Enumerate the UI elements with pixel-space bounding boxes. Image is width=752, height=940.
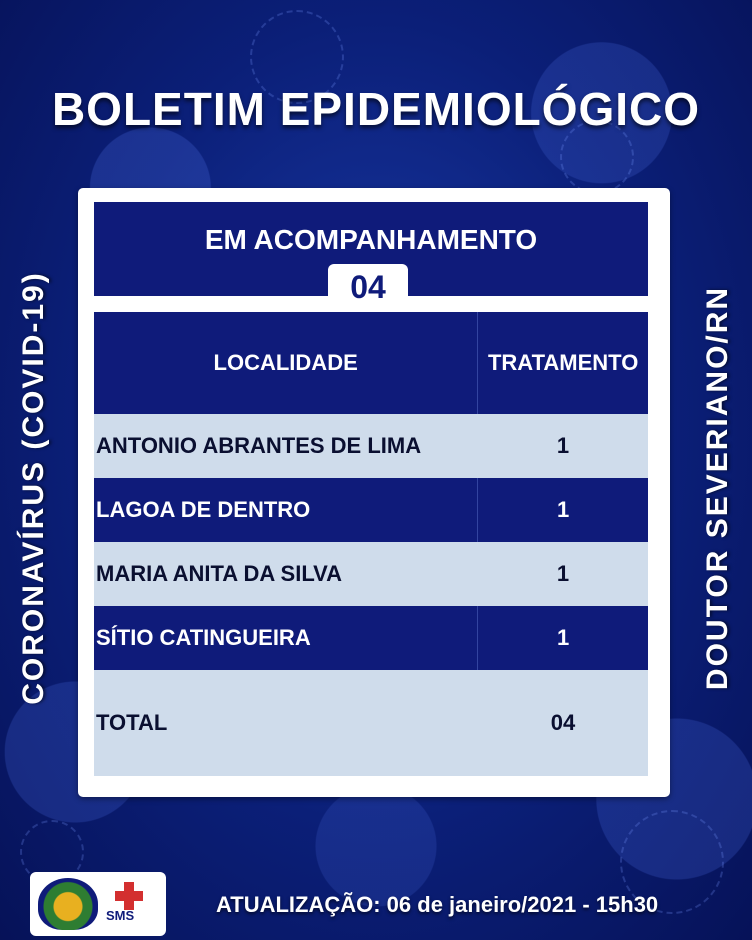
table-row bbox=[94, 414, 648, 478]
locality-table bbox=[94, 312, 648, 776]
status-label: EM ACOMPANHAMENTO bbox=[204, 224, 538, 255]
row-locality: MARIA ANITA DA SILVA bbox=[96, 561, 343, 586]
page-title: BOLETIM EPIDEMIOLÓGICO bbox=[51, 83, 701, 135]
bulletin-card bbox=[78, 188, 670, 797]
logos-panel bbox=[30, 872, 166, 936]
row-value: 1 bbox=[556, 561, 570, 586]
table-row bbox=[94, 542, 648, 606]
table-row bbox=[94, 606, 648, 670]
row-value: 1 bbox=[477, 478, 648, 542]
table-total-row bbox=[94, 670, 648, 776]
city-crest-logo bbox=[38, 878, 98, 930]
column-header-localidade: LOCALIDADE bbox=[213, 350, 358, 375]
update-timestamp: ATUALIZAÇÃO: 06 de janeiro/2021 - 15h30 bbox=[216, 892, 659, 917]
side-label-left: CORONAVÍRUS (COVID-19) bbox=[17, 271, 50, 705]
row-locality: ANTONIO ABRANTES DE LIMA bbox=[96, 433, 422, 458]
sms-logo-text: SMS bbox=[106, 908, 135, 923]
red-cross-icon-bar bbox=[115, 891, 143, 901]
status-count-badge: 04 bbox=[328, 264, 408, 310]
side-label-right: DOUTOR SEVERIANO/RN bbox=[701, 285, 734, 691]
total-value: 04 bbox=[550, 710, 576, 735]
row-value: 1 bbox=[477, 606, 648, 670]
row-locality: SÍTIO CATINGUEIRA bbox=[96, 625, 311, 650]
table-header-row bbox=[94, 312, 648, 414]
row-value: 1 bbox=[556, 433, 570, 458]
table-row bbox=[94, 478, 648, 542]
total-label: TOTAL bbox=[96, 710, 168, 735]
sms-logo bbox=[106, 882, 158, 926]
column-header-tratamento: TRATAMENTO bbox=[477, 312, 648, 414]
row-locality: LAGOA DE DENTRO bbox=[96, 497, 311, 522]
